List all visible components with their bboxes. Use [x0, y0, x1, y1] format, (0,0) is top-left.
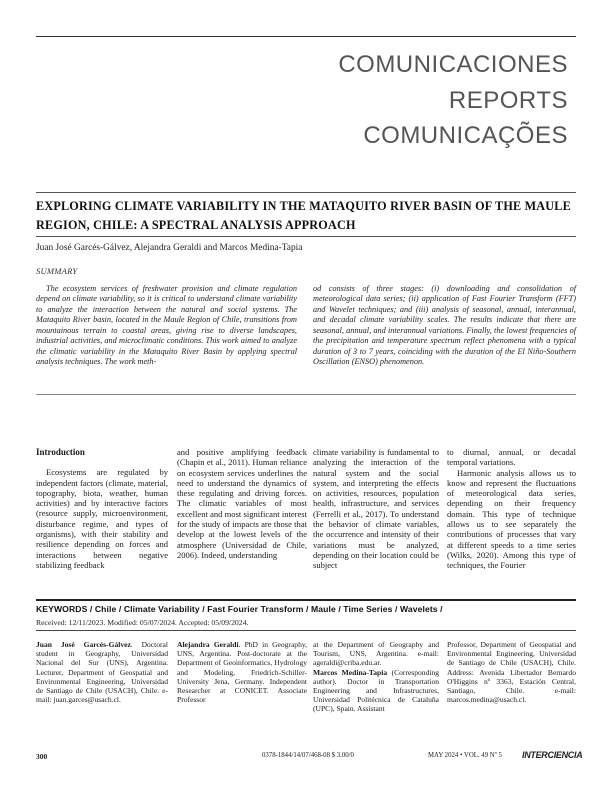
body-col4-text-1: to diurnal, annual, or decadal temporal variations.: [447, 447, 576, 468]
keywords: KEYWORDS / Chile / Climate Variability / Fast Fourier Transform / Maule / Time Series / Wavelets /: [36, 604, 443, 614]
abstract-left-text: The ecosystem services of freshwater provision and climate regulation depend on climate variability, so it is critical to understand climate variability to analyze the interaction between the natural and social systems. The Mataquito River basin, located in the Maule Region of Chile, transitions from mountainous terrain to coastal areas, giving rise to diverse landscapes, industrial activities, and microclimatic conditions. This work aimed to analyze the climatic variability in the Mataquito River Basin by applying spectral analysis techniques. The work meth-: [36, 284, 297, 367]
bio-text-geraldi: . PhD in Geography, UNS, Argentina. Post-doctorate at the Department of Geoinformatics, Hydrology and Modeling, Friedrich-Schiller-University Jena, Germany. Independent Researcher at CONICET. Associate Professor: [177, 640, 308, 705]
page-number: 300: [36, 752, 48, 761]
received-dates: Received: 12/11/2023. Modified: 05/07/2024. Accepted: 05/09/2024.: [36, 618, 249, 627]
bio-text-garces: . Doctoral student in Geography, Universidad Nacional del Sur (UNS), Argentina. Lecturer, Department of Geospatial and Environmental Engineering, Universidad de Santiago de Chile (USACH), Chile. e-mail: juan.garces@usach.cl.: [36, 640, 168, 705]
section-header-comunicacoes: COMUNICAÇÕES: [363, 122, 568, 149]
interciencia-logo: INTERCIENCIA: [522, 750, 583, 760]
intro-heading: Introduction: [36, 447, 85, 457]
title-line-1: EXPLORING CLIMATE VARIABILITY IN THE MATAQUITO RIVER BASIN OF THE MAULE: [36, 199, 571, 213]
keywords-top-rule: [36, 599, 576, 601]
footer-issn: 0378-1844/14/07/468-08 $ 3.00/0: [262, 752, 354, 759]
bio-text-geraldi-cont: at the Department of Geography and Tourism, UNS, Argentina. e-mail: ageraldi@criba.edu.ar.: [313, 640, 439, 668]
bio-column-1: [36, 640, 168, 704]
bio-column-2: [177, 640, 307, 704]
body-col2-text: and positive amplifying feedback (Chapin et al., 2011). Human reliance on ecosystem services underlines the need to understand the dynamics of these regulating and driving forces. The climatic variables of most excellent and most significant interest for the study of impacts are those that develop at the lowest levels of the atmosphere (Universidad de Chile, 2006). Indeed, understanding: [177, 447, 307, 560]
bio-name-medina: Marcos Medina-Tapia: [313, 667, 388, 677]
abstract-left: [36, 284, 297, 368]
abstract-right: [313, 284, 576, 368]
title-line-2: REGION, CHILE: A SPECTRAL ANALYSIS APPROACH: [36, 218, 356, 232]
abstract-right-text: od consists of three stages: (i) downloading and consolidation of meteorological data series; (ii) application of Fast Fourier Transform (FFT) and Wavelet techniques; and (iii) analysis of seasonal, annual, interannual, and decadal climate variability scales. The results indicate that there are seasonal, annual, and interannual variations. Finally, the lowest frequencies of the precipitation and temperature spectrum reflect phenomena with a typical duration of 3 to 7 years, coinciding with the duration of the El Niño-Southern Oscillation (ENSO) phenomenon.: [313, 284, 576, 367]
bio-column-4: [447, 640, 576, 704]
abstract-bottom-rule: [36, 394, 576, 395]
title-bottom-rule: [36, 236, 576, 237]
section-header-comunicaciones: COMUNICACIONES: [338, 51, 568, 78]
body-column-3: [313, 447, 439, 571]
bio-name-geraldi: Alejandra Geraldi: [177, 640, 239, 649]
top-rule: [36, 36, 576, 37]
section-header-reports: REPORTS: [448, 87, 568, 114]
body-column-1: [36, 447, 168, 570]
body-column-4: [447, 447, 576, 571]
body-col3-text: climate variability is fundamental to analyzing the interaction of the natural system and the social system, and interpreting the effects on activities, resources, population health, infrastructure, and services (Ferrelli et al., 2017). To understand the behavior of climate variables, the occurrence and intensity of their variations must be analyzed, depending on their location could be subject: [313, 447, 439, 571]
bio-text-medina: (Corresponding author). Doctor in Transportation Engineering and Infrastructures, Universidad Politécnica de Cataluña (UPC), Spain. Assistant: [313, 667, 439, 714]
keywords-bottom-rule: [36, 630, 576, 631]
footer-issue: MAY 2024 • VOL. 49 Nº 5: [428, 752, 502, 759]
body-col4-text-2: Harmonic analysis allows us to know and represent the fluctuations of meteorological data series, depending on their frequency domain. This type of technique allows us to see separately the contributions of processes that vary at different speeds to a time series (Wilks, 2020). Among this type of techniques, the Fourier: [447, 467, 576, 571]
bio-text-medina-cont: Professor, Department of Geospatial and Environmental Engineering, Universidad de Santiago de Chile (USACH), Chile. Address: Avenida Libertador Bernardo O'Higgins nº 3363, Estación Central, Santiago, Chile. e-mail: marcos.medina@usach.cl.: [447, 640, 576, 705]
authors: Juan José Garcés-Gálvez, Alejandra Geraldi and Marcos Medina-Tapia: [36, 243, 303, 253]
article-title: [36, 197, 581, 235]
summary-label: SUMMARY: [36, 266, 78, 276]
title-top-rule: [36, 192, 576, 193]
body-column-2: [177, 447, 307, 560]
bio-column-3: [313, 640, 439, 714]
body-col1-text: Ecosystems are regulated by independent factors (climate, material, topography, biota, weather, human activities) and by interactive factors (resource supply, microenvironment, disturbance regime, and types of organisms), with their stability and resilience depending on forces and interactions between negative stabilizing feedback: [36, 467, 168, 570]
bio-name-garces: Juan José Garcés-Gálvez: [36, 640, 131, 649]
